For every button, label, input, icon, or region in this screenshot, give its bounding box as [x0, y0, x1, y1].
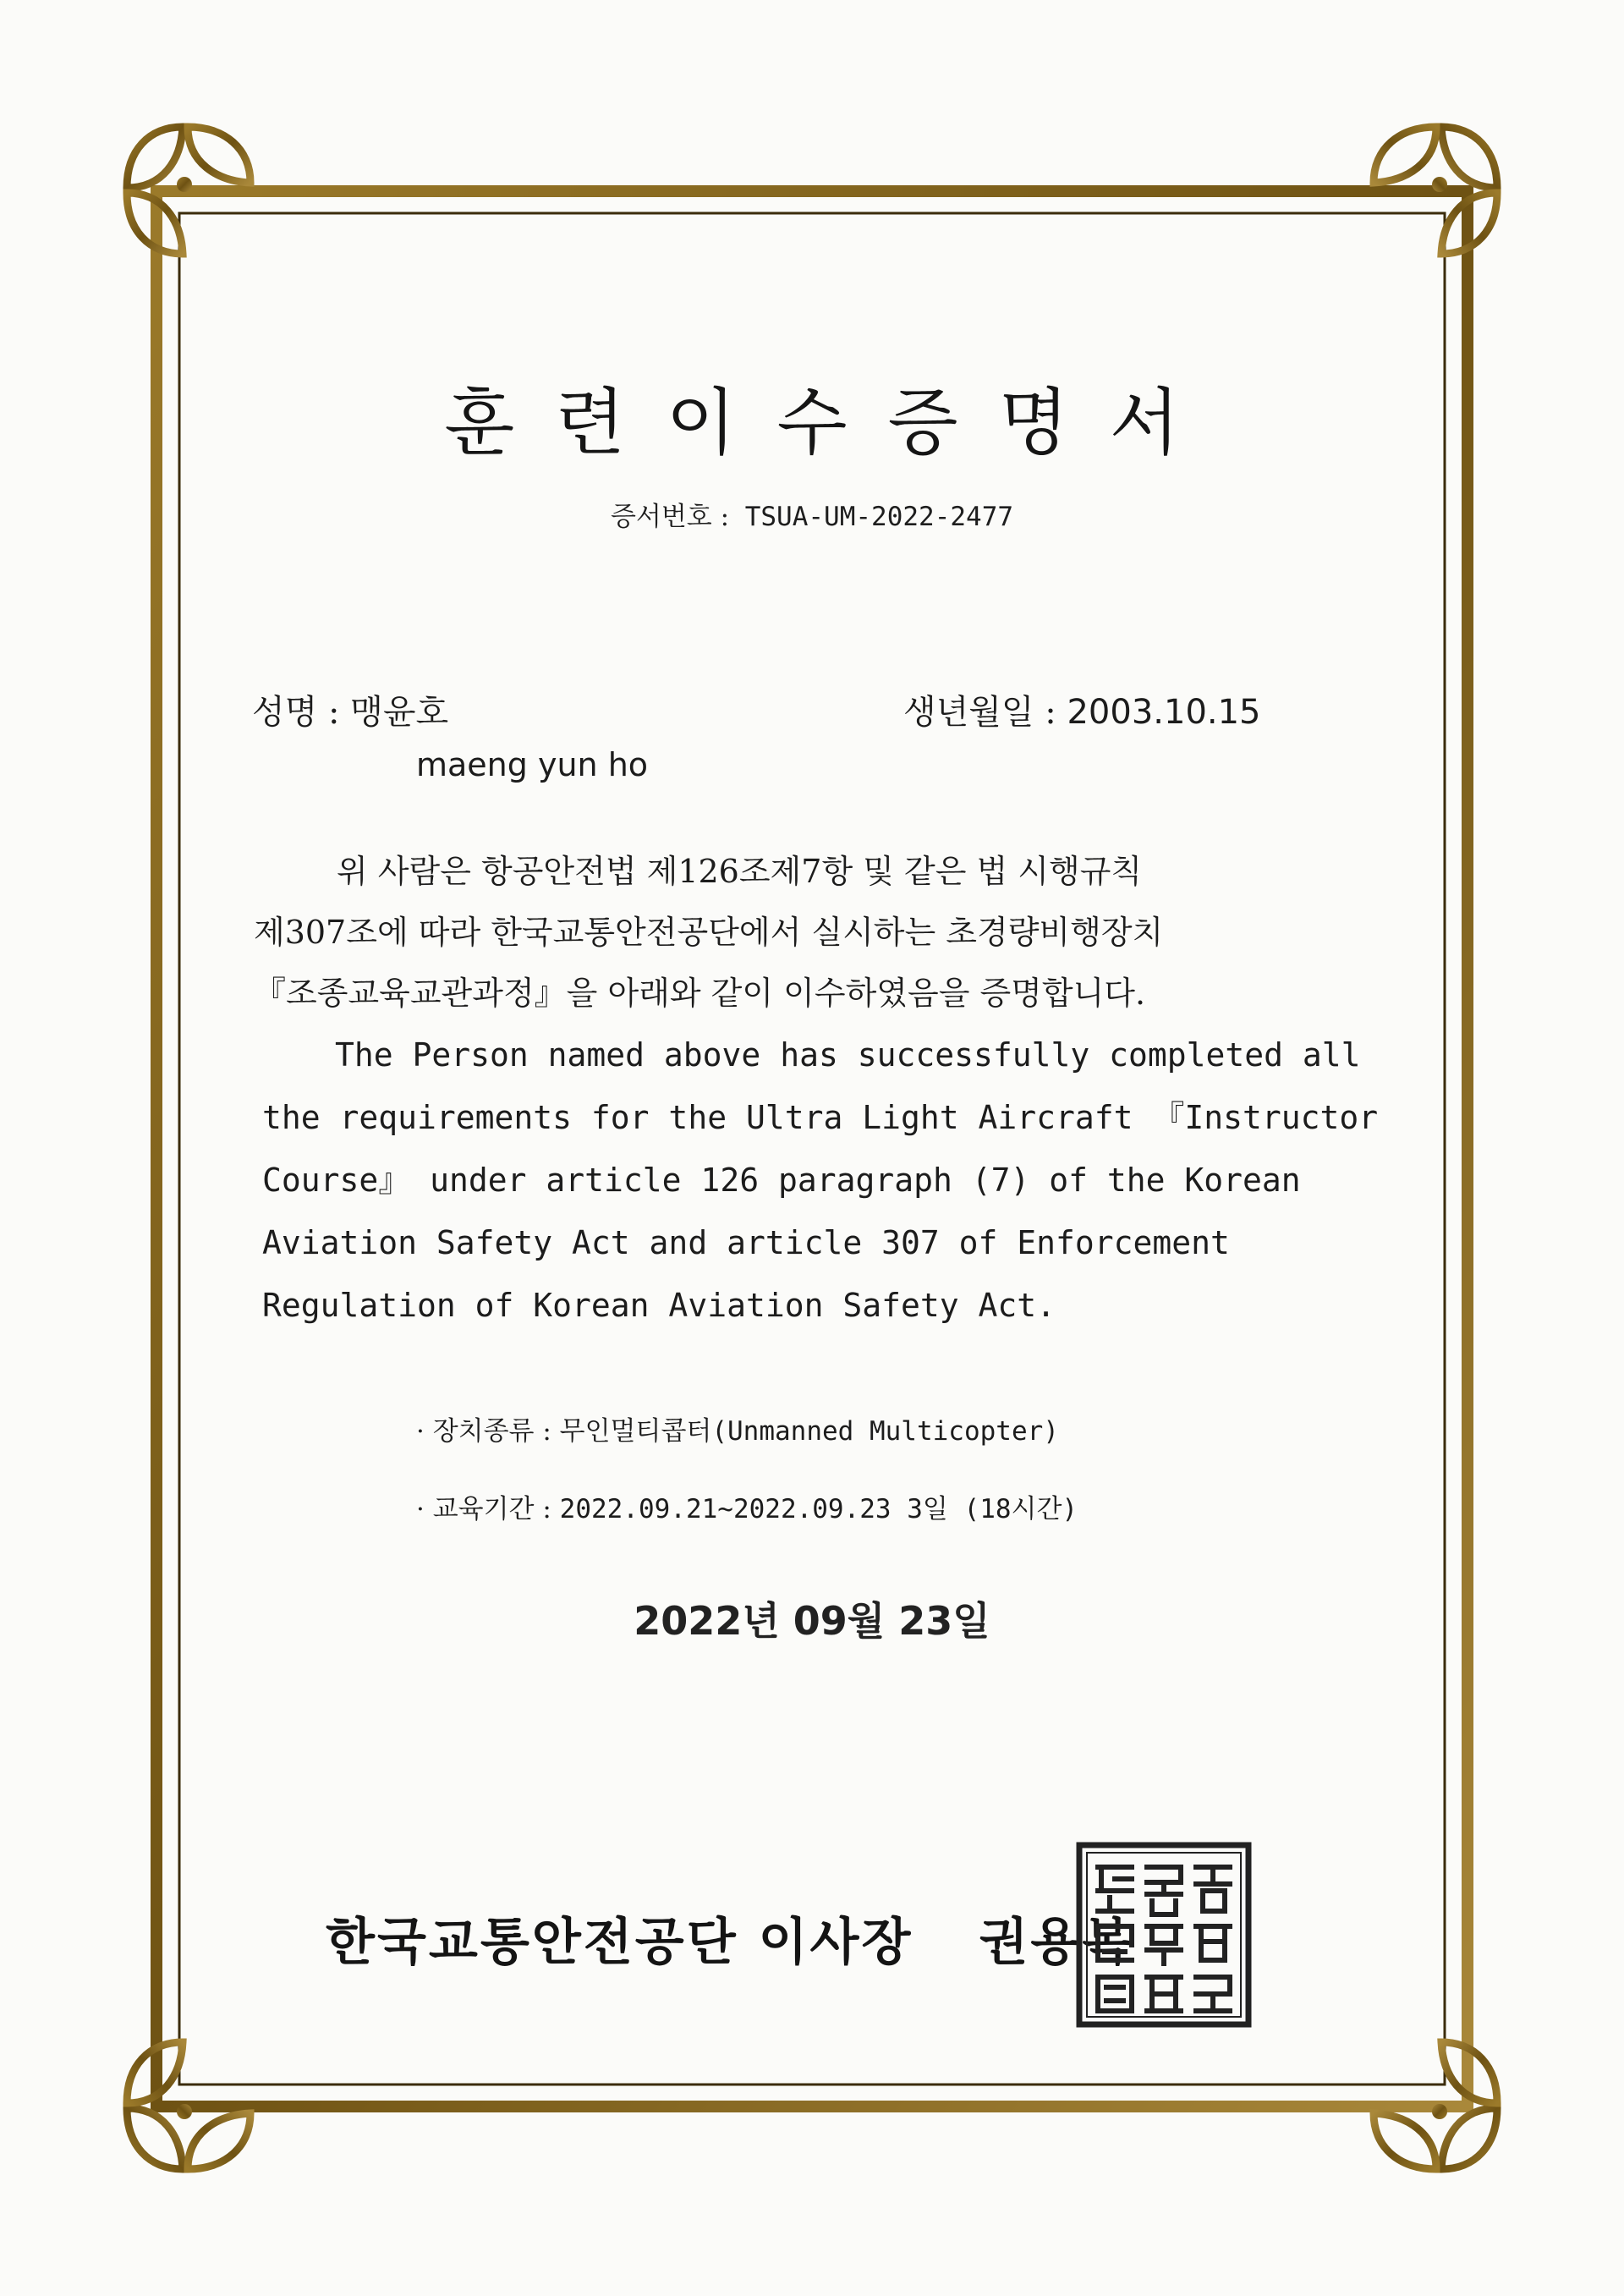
training-period-value: 2022.09.21~2022.09.23 3일 (18시간): [559, 1494, 1078, 1524]
training-period-label: · 교육기간 :: [416, 1494, 551, 1524]
issuer-organization: 한국교통안전공단 이사장: [326, 1913, 914, 1972]
statement-kr-line: 『조종교육교관과정』을 아래와 같이 이수하였음을 증명합니다.: [254, 975, 1146, 1012]
statement-en-line: the requirements for the Ultra Light Aircraft 『Instructor: [262, 1099, 1379, 1136]
certificate-number-value: TSUA-UM-2022-2477: [744, 502, 1014, 532]
official-seal-stamp: [1076, 1842, 1252, 2028]
statement-kr-line: 제307조에 따라 한국교통안전공단에서 실시하는 초경량비행장치: [254, 914, 1164, 951]
certificate-title: 훈련이수증명서: [444, 381, 1221, 465]
holder-birth-row: [903, 685, 1261, 733]
statement-en-line: Regulation of Korean Aviation Safety Act.: [262, 1287, 1056, 1324]
statement-korean: [254, 841, 1379, 1024]
issuer-name: 권용복: [979, 1913, 1134, 1972]
certificate-number: [0, 495, 1624, 533]
holder-birth-label: 생년월일 :: [903, 693, 1056, 732]
holder-name-kr: 맹윤호: [350, 693, 449, 732]
device-type-value: 무인멀티콥터(Unmanned Multicopter): [559, 1416, 1059, 1447]
statement-en-line: Aviation Safety Act and article 307 of Enforcement: [262, 1224, 1230, 1261]
holder-name-label: 성명 :: [252, 693, 340, 732]
statement-en-line: The Person named above has successfully completed all: [335, 1036, 1361, 1074]
issue-date: 2022년 09월 23일: [634, 1598, 990, 1644]
holder-name-en: maeng yun ho: [416, 746, 649, 783]
issuer-line: [326, 1902, 1133, 1975]
statement-en-line: Course』 under article 126 paragraph (7) of the Korean: [262, 1162, 1301, 1199]
device-type-row: [416, 1409, 1059, 1447]
holder-birth-value: 2003.10.15: [1067, 693, 1261, 732]
device-type-label: · 장치종류 :: [416, 1416, 551, 1447]
statement-english: [262, 1024, 1379, 1337]
certificate-number-label: 증서번호 :: [610, 502, 730, 532]
training-period-row: [416, 1487, 1078, 1525]
holder-name-row: [252, 685, 448, 733]
statement-kr-line: 위 사람은 항공안전법 제126조제7항 및 같은 법 시행규칙: [337, 853, 1143, 890]
